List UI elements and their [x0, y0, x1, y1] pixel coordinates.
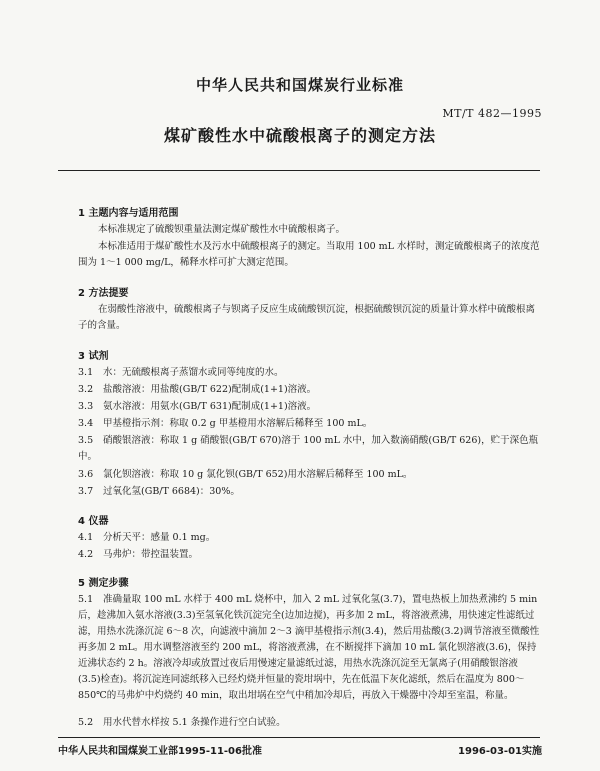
reagent-item: 3.3 氨水溶液：用氨水(GB/T 631)配制成(1+1)溶液。 — [78, 401, 317, 412]
procedure-item: 5.2 用水代替水样按 5.1 条操作进行空白试验。 — [78, 717, 286, 728]
section-4-heading: 4 仪器 — [78, 516, 109, 527]
reagent-item: 3.6 氯化钡溶液：称取 10 g 氯化钡(GB/T 652)用水溶解后稀释至 100 mL。 — [78, 469, 413, 480]
reagent-item: 3.7 过氧化氢(GB/T 6684)：30%。 — [78, 486, 240, 497]
section-2-paragraph-1: 在弱酸性溶液中，硫酸根离子与钡离子反应生成硫酸钡沉淀，根据硫酸钡沉淀的质量计算水样中硫酸根离子的含量。 — [78, 304, 536, 331]
section-3-heading: 3 试剂 — [78, 351, 109, 362]
header-org: 中华人民共和国煤炭行业标准 — [195, 76, 404, 94]
reagent-item: 3.5 硝酸银溶液：称取 1 g 硝酸银(GB/T 670)溶于 100 mL 水中，加入数滴硝酸(GB/T 626)，贮于深色瓶中。 — [78, 435, 539, 462]
reagent-item: 3.4 甲基橙指示剂：称取 0.2 g 甲基橙用水溶解后稀释至 100 mL。 — [78, 418, 373, 429]
section-1-paragraph-1: 本标准规定了硫酸钡重量法测定煤矿酸性水中硫酸根离子。 — [98, 224, 346, 235]
section-5-heading: 5 测定步骤 — [78, 578, 129, 589]
section-1-heading: 1 主题内容与适用范围 — [78, 208, 179, 219]
procedure-item: 5.1 准确量取 100 mL 水样于 400 mL 烧杯中，加入 2 mL 过氧化氢(3.7)，置电热板上加热煮沸约 5 min后，趁沸加入氨水溶液(3.3)至氢氧化铁沉淀完全(边加边搅)，再多加 2 mL，将溶液煮沸，用快速定性滤纸过滤，用热水洗涤沉淀 6～8 次，向滤液中滴加 2～3 滴甲基橙指示剂(3.4)，然后用盐酸(3.2)调节溶液至微酸性再多加 2 mL。用水调整溶液至约 200 mL，将溶液煮沸，在不断搅拌下滴加 10 mL 氯化钡溶液(3.6)，保持近沸状态约 2 h。溶液冷却或放置过夜后用慢速定量滤纸过滤，用热水洗涤沉淀至无氯离子(用硝酸银溶液(3.5)检查)。将沉淀连同滤纸移入已经灼烧并恒量的瓷坩埚中，先在低温下灰化滤纸，然后在温度为 800～850℃的马弗炉中灼烧约 40 min，取出坩埚在空气中稍加冷却后，再放入干燥器中冷却至室温，称量。 — [78, 594, 540, 701]
document-title: 煤矿酸性水中硫酸根离子的测定方法 — [163, 126, 436, 145]
footer-divider — [58, 737, 540, 738]
instrument-item: 4.1 分析天平：感量 0.1 mg。 — [78, 532, 216, 543]
section-2-heading: 2 方法提要 — [78, 288, 129, 299]
reagent-item: 3.1 水：无硫酸根离子蒸馏水或同等纯度的水。 — [78, 367, 284, 378]
approval-info: 中华人民共和国煤炭工业部1995-11-06批准 — [58, 746, 262, 757]
instrument-item: 4.2 马弗炉：带控温装置。 — [78, 549, 199, 560]
standard-number: MT/T 482—1995 — [442, 107, 542, 120]
implementation-date: 1996-03-01实施 — [458, 746, 542, 757]
title-divider — [58, 170, 540, 171]
reagent-item: 3.2 盐酸溶液：用盐酸(GB/T 622)配制成(1+1)溶液。 — [78, 384, 317, 395]
section-1-paragraph-2: 本标准适用于煤矿酸性水及污水中硫酸根离子的测定。当取用 100 mL 水样时，测定硫酸根离子的浓度范围为 1～1 000 mg/L，稀释水样可扩大测定范围。 — [78, 241, 540, 268]
